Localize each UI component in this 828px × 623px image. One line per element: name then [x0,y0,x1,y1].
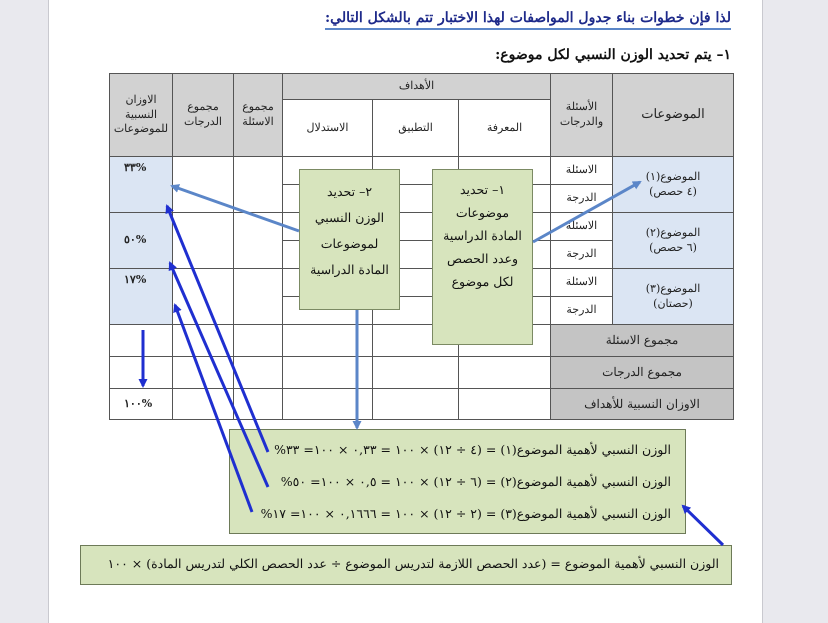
weight-topic-3: %١٧ [110,269,173,325]
general-formula: الوزن النسبي لأهمية الموضوع = (عدد الحصص اللازمة لتدريس الموضوع ÷ عدد الحصص الكلي لتدريس المادة) × ١٠٠ [107,556,719,571]
weight-topic-2: %٥٠ [110,213,173,269]
topic-2-sessions: (٦ حصص) [649,240,697,254]
label-grade: الدرجة [551,185,613,213]
weight-topic-1: %٣٣ [110,157,173,213]
header-total-grades: مجموع الدرجات [173,74,234,157]
label-grade: الدرجة [551,297,613,325]
topic-3-sessions: (حصتان) [653,296,693,310]
label-grade: الدرجة [551,241,613,269]
box1-line-1: ١– تحديد [459,182,506,197]
arrow-box1-to-topic [533,182,640,242]
header-weights: الاوزان النسبية للموضوعات [110,74,173,157]
formula-line-3: الوزن النسبي لأهمية الموضوع(٣) = (٢ ÷ ١٢) × ١٠٠ = ٠,١٦٦٦ × ١٠٠= ١٧% [260,506,671,521]
formula-line-1: الوزن النسبي لأهمية الموضوع(١) = (٤ ÷ ١٢) × ١٠٠ = ٠,٣٣ × ١٠٠= ٣٣% [274,442,671,457]
row-objective-weights: الاوزان النسبية للأهداف [551,389,734,420]
arrow-formula2-to-weight2 [170,263,268,487]
row-total-grades: مجموع الدرجات [551,357,734,389]
arrow-formula3-to-weight3 [175,305,252,512]
header-reasoning: الاستدلال [283,100,373,157]
box2-line-2: الوزن النسبي [314,210,385,225]
arrow-general-to-formula [683,506,723,545]
topic-1-sessions: (٤ حصص) [649,184,697,198]
box1-line-2: موضوعات [455,205,510,220]
header-topics: الموضوعات [613,74,734,157]
box2-line-1: ٢– تحديد [326,184,373,199]
header-objectives: الأهداف [283,74,551,100]
box2-line-3: لموضوعات [320,236,379,251]
box1-line-5: لكل موضوع [451,274,514,289]
row-total-questions: مجموع الاسئلة [551,325,734,357]
intro-text: لذا فإن خطوات بناء جدول المواصفات لهذا الاختبار تتم بالشكل التالي: [325,10,731,30]
header-total-questions: مجموع الاسئلة [234,74,283,157]
header-questions-grades: الأسئلة والدرجات [551,74,613,157]
topic-3-name: الموضوع(٣) [645,281,701,295]
formula-line-2: الوزن النسبي لأهمية الموضوع(٢) = (٦ ÷ ١٢) × ١٠٠ = ٠,٥ × ١٠٠= ٥٠% [280,474,671,489]
label-questions: الاسئلة [551,157,613,185]
box1-line-3: المادة الدراسية [443,228,522,243]
step1-heading: ١– يتم تحديد الوزن النسبي لكل موضوع: [495,47,731,63]
box2-line-4: المادة الدراسية [310,262,389,277]
label-questions: الاسئلة [551,213,613,241]
label-questions: الاسئلة [551,269,613,297]
total-weight: %١٠٠ [110,389,173,420]
box1-line-4: وعدد الحصص [446,251,519,266]
topic-2-name: الموضوع(٢) [645,225,701,239]
header-application: التطبيق [373,100,459,157]
arrow-box2-to-weight [172,186,299,231]
header-knowledge: المعرفة [459,100,551,157]
topic-1-name: الموضوع(١) [645,169,701,183]
